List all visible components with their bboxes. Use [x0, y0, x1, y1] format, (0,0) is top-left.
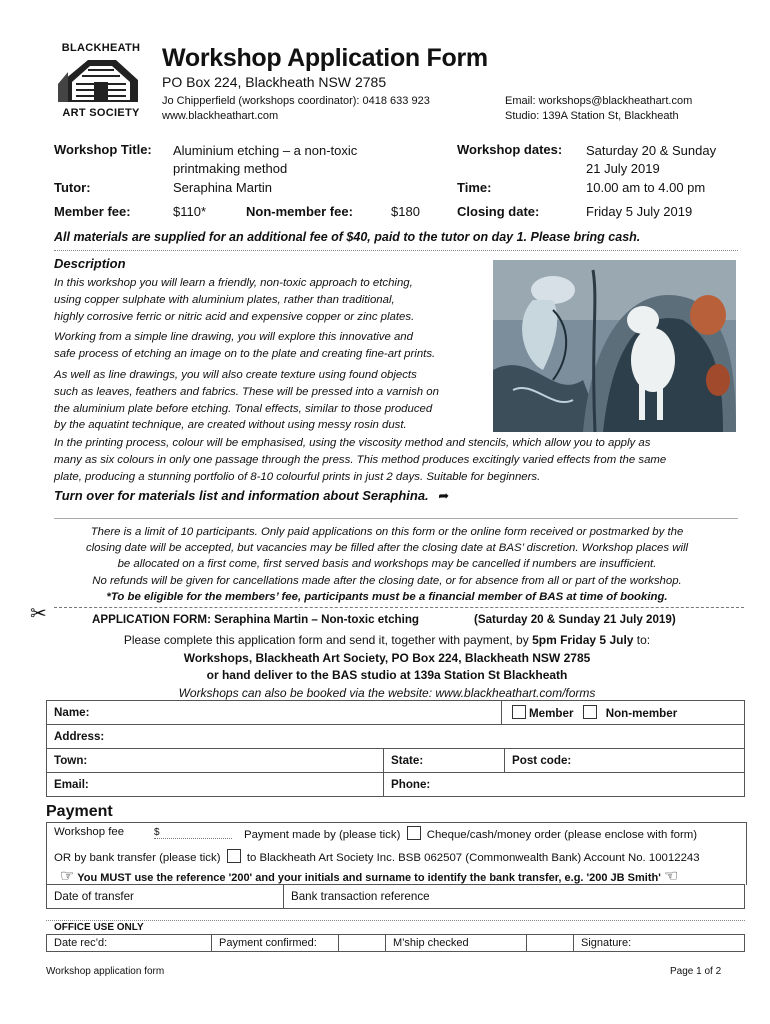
pointing-hand-right-icon: ☞: [60, 868, 75, 885]
turn-over-text: Turn over for materials list and information about Seraphina.: [54, 488, 429, 503]
member-checkbox[interactable]: [512, 705, 526, 719]
date-received-label: Date rec’d:: [54, 937, 108, 949]
instructions-text: Please complete this application form and send it, together with payment, by: [123, 633, 533, 647]
conditions-notice: [40, 524, 734, 605]
payment-heading: Payment: [46, 803, 113, 820]
nonmember-fee-label: Non-member fee:: [246, 204, 353, 219]
description-body: [54, 275, 494, 434]
email-contact[interactable]: Email: workshops@blackheathart.com: [505, 95, 693, 107]
applicant-details-table: [46, 700, 745, 725]
membership-checked-label: M’ship checked: [393, 937, 469, 949]
address-label: Address:: [54, 730, 105, 743]
nonmember-checkbox[interactable]: [583, 705, 597, 719]
text-line: In this workshop you will learn a friendly, non-toxic approach to etching,: [54, 277, 413, 289]
members-fee-condition: *To be eligible for the members’ fee, participants must be a financial member of BAS at time of booking.: [106, 590, 668, 603]
text-line: many as six colours in only one passage through the press. This method produces excitingly varied effects from the same: [54, 453, 667, 466]
postcode-label: Post code:: [512, 754, 572, 767]
bank-details: to Blackheath Art Society Inc. BSB 062507 (Commonwealth Bank) Account No. 10012243: [246, 852, 700, 864]
logo-house-graphic: [58, 54, 144, 104]
notice-line: closing date will be accepted, but vacancies may be filled after the closing date at BAS’ discretion. Workshop places will: [85, 542, 689, 555]
email-table: [46, 772, 745, 797]
member-fee-label: Member fee:: [54, 204, 131, 219]
divider: [46, 920, 745, 921]
town-label: Town:: [54, 754, 88, 767]
footer-document-name: Workshop application form: [46, 966, 165, 977]
bank-transfer-checkbox[interactable]: [227, 849, 241, 863]
notice-line: be allocated on a first come, first served basis and workshops may be cancelled if numbers are insufficient.: [117, 558, 657, 571]
text-line: In the printing process, colour will be emphasised, using the viscosity method and stencils, which allow you to apply as: [54, 437, 651, 449]
postcode-field[interactable]: [505, 749, 745, 773]
name-field[interactable]: [47, 701, 502, 725]
workshop-fee-label: Workshop fee: [54, 826, 125, 838]
description-paragraph-wide: [54, 435, 744, 485]
workshop-title-value: [173, 142, 357, 178]
description-paragraph: [54, 329, 494, 363]
state-label: State:: [391, 754, 424, 767]
workshop-fee-input[interactable]: [154, 826, 232, 839]
description-heading: Description: [54, 256, 126, 271]
text-line: highly corrosive ferric or nitric acid and expensive copper or zinc plates.: [54, 310, 415, 323]
website-link[interactable]: www.blackheathart.com: [162, 110, 279, 122]
cheque-label: Cheque/cash/money order (please enclose with form): [426, 829, 698, 841]
scissors-icon: ✂: [30, 603, 47, 625]
text-line: the aluminium plate before etching. Tonal effects, similar to those produced: [54, 402, 433, 415]
application-instructions: [40, 632, 734, 702]
payment-confirmed-field[interactable]: [212, 935, 339, 952]
address-table: [46, 724, 745, 749]
text-line: such as leaves, feathers and fabrics. These will be pressed into a varnish on: [54, 385, 439, 398]
application-heading: APPLICATION FORM: Seraphina Martin – Non-toxic etching: [92, 613, 420, 626]
cut-line: [54, 607, 744, 608]
member-fee-value: $110*: [173, 204, 207, 219]
member-label: Member: [529, 707, 574, 720]
email-field[interactable]: [47, 773, 384, 797]
workshop-dates-line: Saturday 20 & Sunday: [586, 143, 717, 158]
text-line: using copper sulphate with aluminium plates, rather than traditional,: [54, 293, 395, 306]
materials-note: All materials are supplied for an additional fee of $40, paid to the tutor on day 1. Please bring cash.: [54, 230, 641, 244]
bank-reference-field[interactable]: [284, 885, 745, 909]
cheque-checkbox[interactable]: [407, 826, 421, 840]
currency-symbol: $: [154, 827, 160, 838]
date-of-transfer-label: Date of transfer: [54, 890, 134, 903]
turn-over-note: [54, 488, 449, 504]
online-booking-note: Workshops can also be booked via the website: www.blackheathart.com/forms: [178, 685, 596, 700]
bank-reference-label: Bank transaction reference: [291, 890, 430, 903]
phone-field[interactable]: [384, 773, 745, 797]
reference-note: [60, 866, 678, 886]
bank-transfer-row: [54, 849, 700, 864]
office-use-heading: OFFICE USE ONLY: [54, 922, 144, 933]
coordinator-contact: Jo Chipperfield (workshops coordinator): 0418 633 923: [162, 95, 430, 107]
text-line: by the aquatint technique, are created without using messy rosin dust.: [54, 419, 407, 432]
logo-bottom-text: ART SOCIETY: [62, 107, 140, 119]
name-label: Name:: [54, 706, 90, 719]
town-table: [46, 748, 745, 773]
bank-transfer-label: OR by bank transfer (please tick): [54, 852, 221, 864]
footer-page-number: Page 1 of 2: [670, 966, 722, 977]
hand-deliver-address: or hand deliver to the BAS studio at 139a Station St Blackheath: [206, 668, 568, 682]
office-use-table: [46, 934, 745, 952]
date-received-field[interactable]: [47, 935, 212, 952]
page-title: Workshop Application Form: [162, 44, 488, 72]
closing-date-value: Friday 5 July 2019: [586, 204, 693, 219]
workshop-dates-value: [586, 142, 716, 178]
workshop-title-line: printmaking method: [173, 161, 288, 176]
logo-top-text: BLACKHEATH: [61, 42, 141, 54]
phone-label: Phone:: [391, 778, 431, 791]
email-label: Email:: [54, 778, 89, 791]
text-line: plate, producing a stunning portfolio of 8-10 colourful prints in just 2 days. Suitable for beginners.: [54, 470, 541, 483]
address-field[interactable]: [47, 725, 745, 749]
workshop-title-line: Aluminium etching – a non-toxic: [173, 143, 358, 158]
nonmember-label: Non-member: [605, 707, 678, 720]
date-of-transfer-field[interactable]: [47, 885, 284, 909]
notice-line: There is a limit of 10 participants. Only paid applications on this form or the online form received or postmarked by the: [90, 526, 684, 538]
artwork-image: [493, 260, 736, 432]
state-field[interactable]: [384, 749, 505, 773]
arrow-icon: ➦: [438, 488, 450, 503]
tutor-value: Seraphina Martin: [173, 180, 272, 195]
reference-note-text: You MUST use the reference '200' and your initials and surname to identify the bank transfer, e.g. '200 JB Smith': [77, 872, 661, 884]
description-paragraph: [54, 367, 494, 434]
coordinator-block: [162, 94, 430, 124]
divider: [54, 250, 738, 251]
nonmember-fee-value: $180: [391, 204, 420, 219]
contact-block: [505, 94, 692, 124]
divider: [54, 518, 738, 519]
workshop-title-label: Workshop Title:: [54, 142, 152, 157]
membership-checked-box[interactable]: [527, 935, 574, 952]
pointing-hand-left-icon: ☜: [663, 868, 679, 885]
membership-choice: [502, 701, 745, 725]
tutor-label: Tutor:: [54, 180, 91, 195]
description-paragraph: [54, 275, 494, 325]
signature-label: Signature:: [581, 937, 632, 949]
studio-address: Studio: 139A Station St, Blackheath: [505, 110, 679, 122]
notice-line: No refunds will be given for cancellations made after the closing date, or for absence from all or part of the workshop.: [92, 574, 682, 587]
signature-field[interactable]: [574, 935, 745, 952]
text-line: safe process of etching an image on to the plate and creating fine-art prints.: [54, 348, 436, 361]
application-dates: (Saturday 20 & Sunday 21 July 2019): [474, 613, 676, 626]
workshop-dates-line: 21 July 2019: [586, 161, 660, 176]
time-value: 10.00 am to 4.00 pm: [586, 180, 706, 195]
transfer-table: [46, 884, 745, 909]
payment-confirmed-label: Payment confirmed:: [219, 937, 317, 949]
closing-date-label: Closing date:: [457, 204, 540, 219]
payment-method-row: [244, 826, 697, 841]
membership-checked-field[interactable]: [386, 935, 527, 952]
deadline-text: 5pm Friday 5 July: [532, 633, 634, 647]
workshop-dates-label: Workshop dates:: [457, 142, 563, 157]
town-field[interactable]: [47, 749, 384, 773]
logo: [58, 42, 144, 120]
payment-made-by-label: Payment made by (please tick): [244, 829, 401, 841]
payment-confirmed-box[interactable]: [339, 935, 386, 952]
time-label: Time:: [457, 180, 492, 195]
text-line: As well as line drawings, you will also create texture using found objects: [54, 368, 417, 381]
po-address: PO Box 224, Blackheath NSW 2785: [162, 74, 387, 90]
postal-address: Workshops, Blackheath Art Society, PO Box 224, Blackheath NSW 2785: [183, 650, 591, 665]
instructions-text: to:: [633, 633, 651, 647]
instructions-line: [40, 632, 734, 650]
text-line: Working from a simple line drawing, you will explore this innovative and: [54, 331, 413, 344]
